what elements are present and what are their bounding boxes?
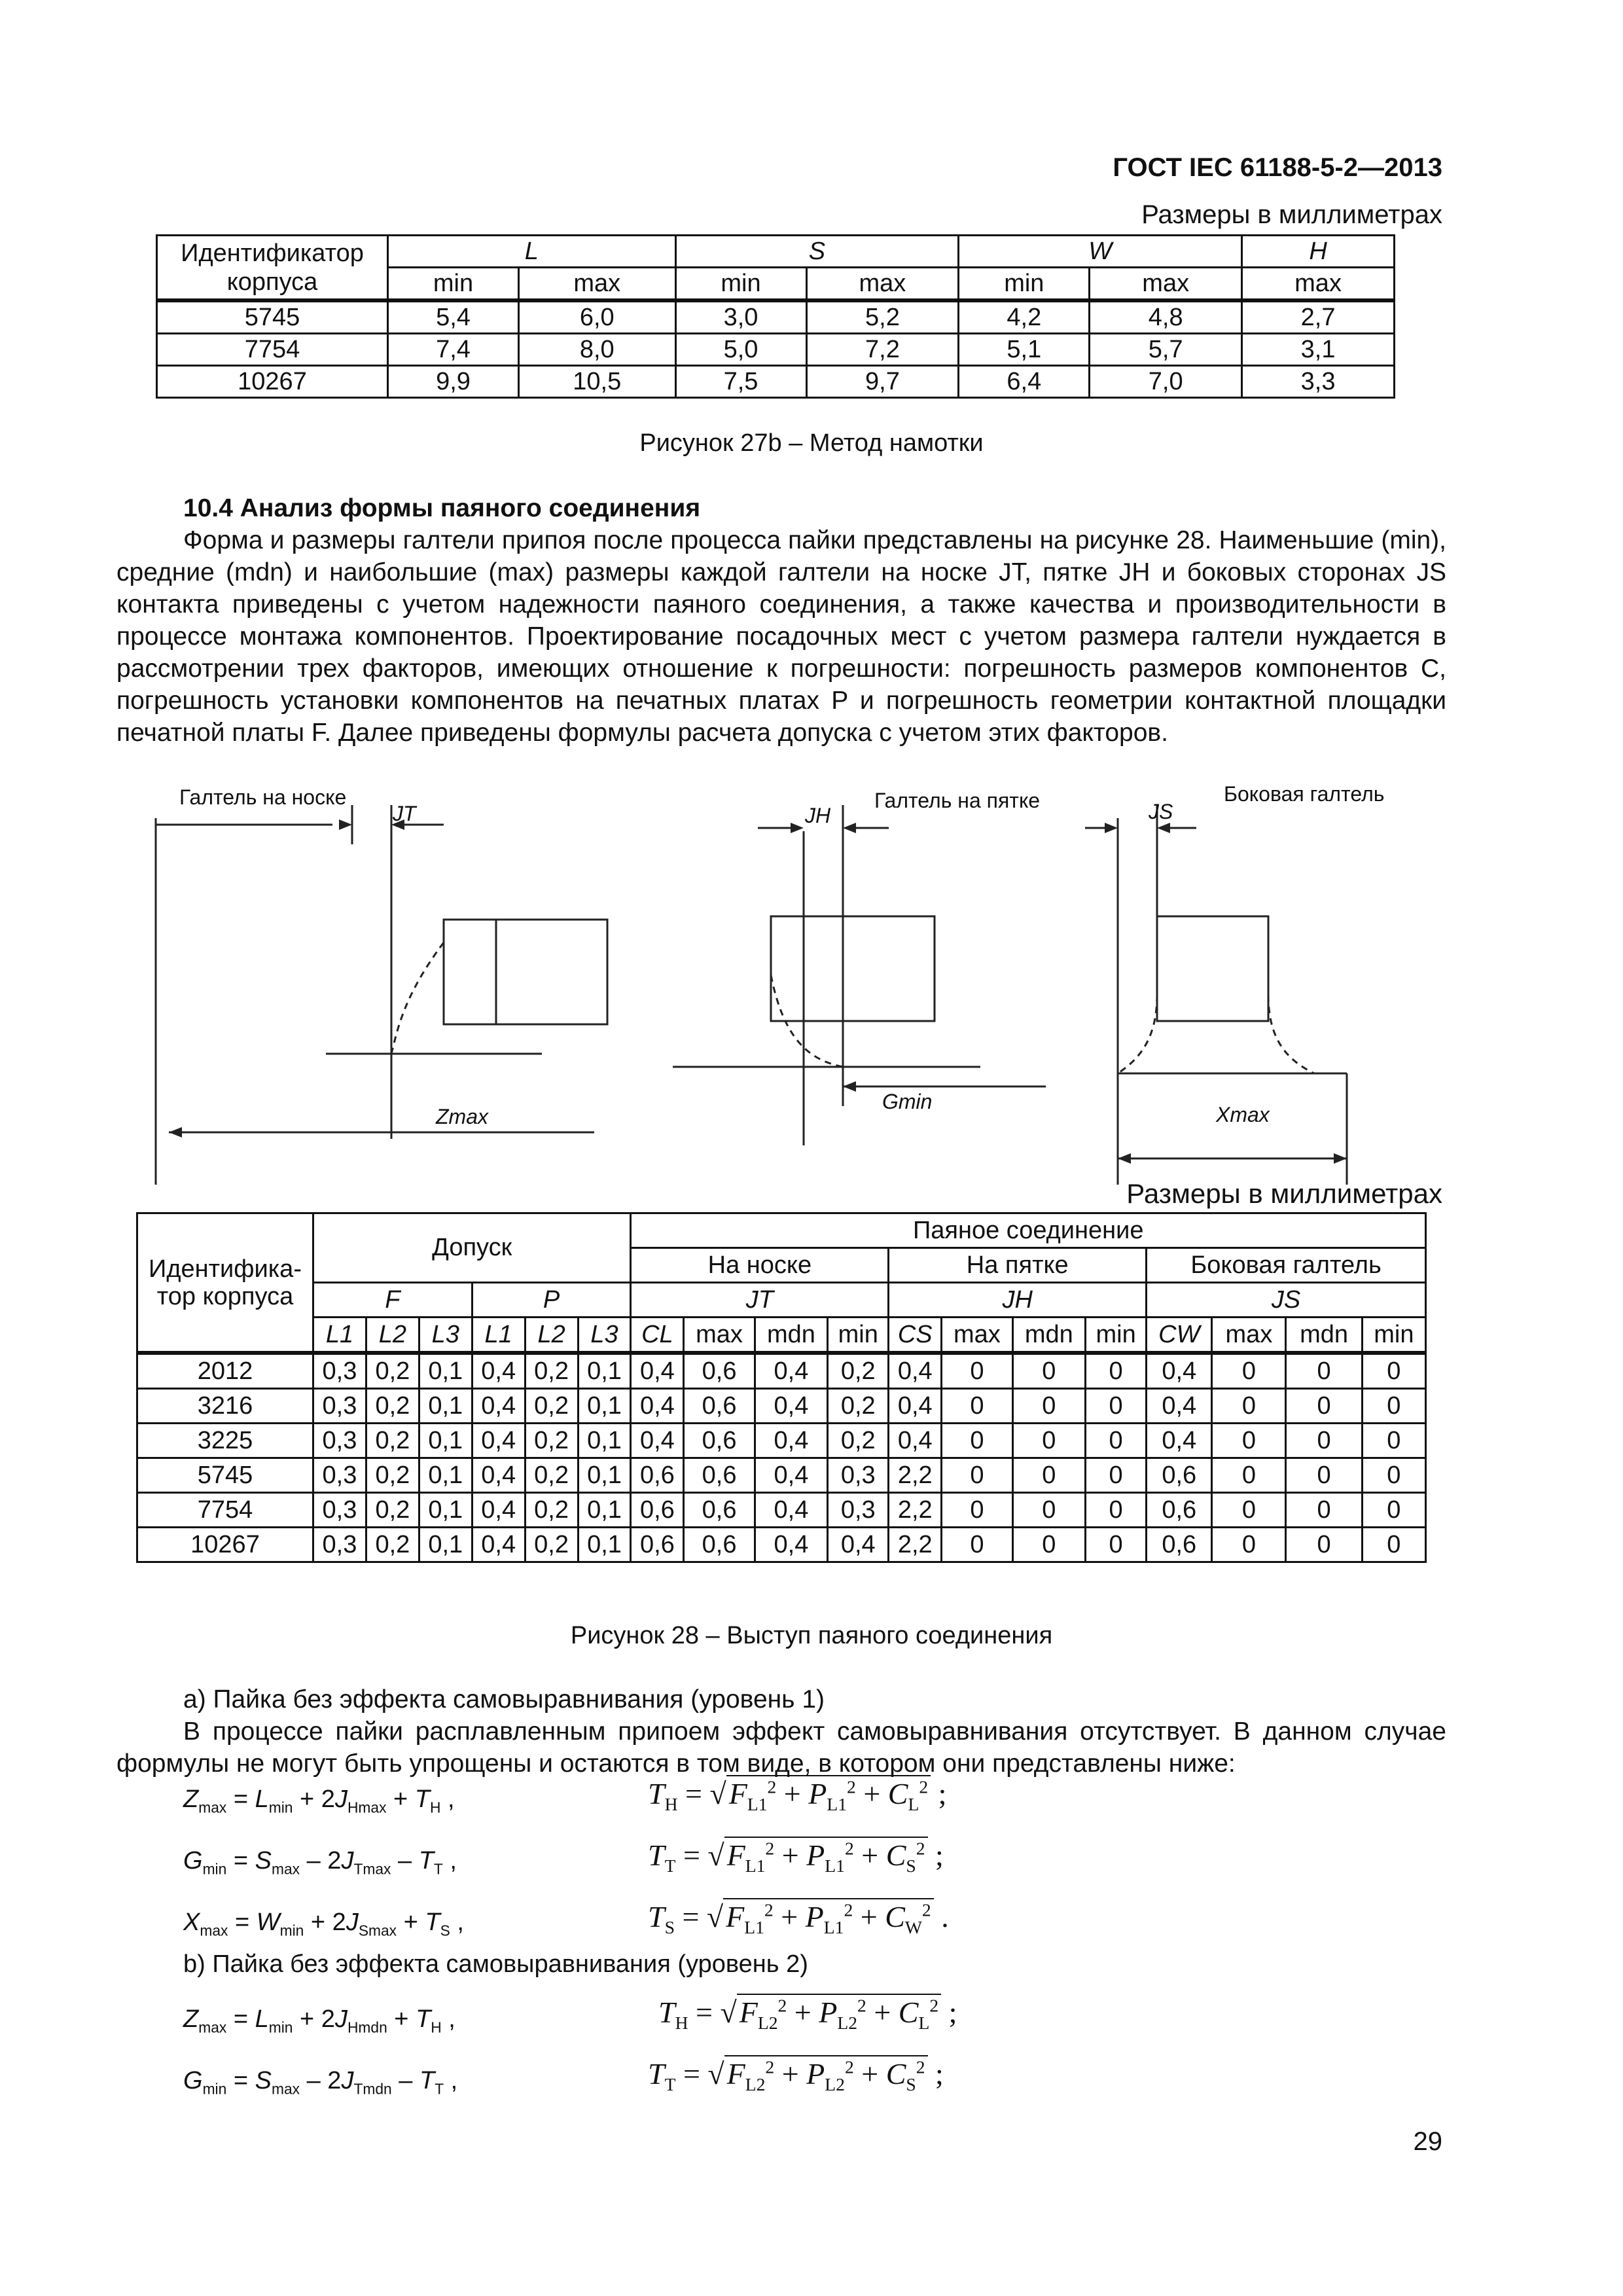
table2-cell: 0,1	[578, 1493, 631, 1528]
table2-cell: 0,3	[313, 1493, 366, 1528]
table2-cell: 0,2	[828, 1424, 889, 1458]
table2-cell: 0,3	[828, 1458, 889, 1493]
table2-cell: 0,4	[472, 1528, 525, 1562]
jh-header: JH	[889, 1283, 1147, 1318]
document-code: ГОСТ IEC 61188-5-2—2013	[1113, 153, 1442, 182]
table2-row	[137, 1458, 1426, 1493]
table2-cell: 0,2	[525, 1458, 578, 1493]
table2-cell: 0	[942, 1458, 1012, 1493]
table2-cell: 0,6	[684, 1389, 755, 1424]
table2-sub-header: mdn	[755, 1318, 827, 1354]
dimensions-table	[156, 234, 1395, 399]
formula-th-1: $T_H = √F_{L1}^2 + P_{L1}^2 + C_L^2$ ;	[648, 1775, 946, 1815]
table1-cell: 5,1	[959, 334, 1090, 366]
table2-sub-header: mdn	[1286, 1318, 1362, 1354]
formula-th-2: $T_H = √F_{L2}^2 + P_{L2}^2 + C_L^2$ ;	[658, 1994, 957, 2034]
table2-cell: 0,3	[313, 1458, 366, 1493]
table1-cell: 2,7	[1242, 300, 1395, 334]
table2-cell: 0,4	[755, 1528, 827, 1562]
table2-units: Размеры в миллиметрах	[1126, 1178, 1442, 1209]
table2-cell: 0,4	[755, 1493, 827, 1528]
table2-cell: 0	[1286, 1528, 1362, 1562]
joint-header: Паяное соединение	[631, 1213, 1426, 1248]
table2-cell: 0,4	[889, 1424, 942, 1458]
table1-cell: 9,9	[388, 366, 519, 398]
table2-row	[137, 1389, 1426, 1424]
level2-item: b) Пайка без эффекта самовыравнивания (уровень 2)	[183, 1950, 808, 1978]
table2-cell: 0	[1012, 1493, 1085, 1528]
table2-cell: 0,4	[631, 1424, 684, 1458]
table2-id-cell: 10267	[137, 1528, 313, 1562]
table1-cell: 6,0	[518, 300, 675, 334]
formula-gmin-1: $G_{min} = S_{max} - 2J_{Tmax} - T_T$ ,	[183, 1847, 457, 1878]
table2-cell: 0,2	[366, 1458, 419, 1493]
table2-cell: 0,2	[828, 1389, 889, 1424]
table2-sub-header: max	[684, 1318, 755, 1354]
formula-xmax-1: $X_{max} = W_{min} + 2J_{Smax} + T_S$ ,	[183, 1909, 464, 1939]
table1-cell: 7,0	[1090, 366, 1242, 398]
js-header: JS	[1147, 1283, 1426, 1318]
jt-label: JT	[393, 802, 416, 825]
section-heading: 10.4 Анализ формы паяного соединения	[183, 494, 701, 522]
table2-cell: 0	[1286, 1389, 1362, 1424]
table2-cell: 2,2	[889, 1458, 942, 1493]
table2-cell: 0	[942, 1493, 1012, 1528]
formula-zmax-1: $Z_{max} = L_{min} + 2J_{Hmax} + T_H$ ,	[183, 1785, 455, 1816]
table2-cell: 0,4	[472, 1493, 525, 1528]
figure-27b-caption: Рисунок 27b – Метод намотки	[639, 429, 984, 457]
table1-cell: 7,2	[806, 334, 959, 366]
table1-sub: min	[388, 268, 519, 301]
table1-sub: min	[675, 268, 806, 301]
table2-sub-header: L1	[313, 1318, 366, 1354]
table1-id-header: Идентификатор корпуса	[157, 236, 388, 301]
table2-cell: 0,4	[631, 1353, 684, 1389]
table2-cell: 0,1	[419, 1493, 472, 1528]
table1-row	[157, 300, 1395, 334]
table2-sub-header: CW	[1147, 1318, 1212, 1354]
table1-id-cell: 5745	[157, 300, 388, 334]
table2-row	[137, 1424, 1426, 1458]
table2-cell: 0	[942, 1424, 1012, 1458]
table2-cell: 0	[942, 1389, 1012, 1424]
table2-cell: 0,6	[684, 1493, 755, 1528]
table2-cell: 0,4	[889, 1353, 942, 1389]
f-header: F	[313, 1283, 473, 1318]
heel-header: На пятке	[889, 1248, 1147, 1283]
table2-cell: 0,1	[578, 1424, 631, 1458]
table2-sub-header: L1	[472, 1318, 525, 1354]
table2-sub-header: min	[1362, 1318, 1425, 1354]
table2-cell: 0	[1212, 1528, 1286, 1562]
table1-id-cell: 7754	[157, 334, 388, 366]
table1-units: Размеры в миллиметрах	[1141, 200, 1442, 229]
page-number: 29	[1413, 2127, 1442, 2156]
formula-zmax-2: $Z_{max} = L_{min} + 2J_{Hmdn} + T_H$ ,	[183, 2005, 455, 2036]
fillet-diagram	[116, 779, 1458, 1191]
table2-cell: 0	[942, 1528, 1012, 1562]
table2-row	[137, 1353, 1426, 1389]
table2-cell: 0	[1286, 1493, 1362, 1528]
table1-cell: 4,8	[1090, 300, 1242, 334]
formula-gmin-2: $G_{min} = S_{max} - 2J_{Tmdn} - T_T$ ,	[183, 2067, 458, 2098]
table2-row	[137, 1528, 1426, 1562]
table1-row	[157, 366, 1395, 398]
table2-cell: 0	[1012, 1353, 1085, 1389]
table2-cell: 0,4	[631, 1389, 684, 1424]
section-paragraph: Форма и размеры галтели припоя после процесса пайки представлены на рисунке 28. Наименьшие (min), средние (mdn) и наибольшие (max) размеры каждой галтели на носке JT, пятке JH и боковых сторонах JS контакта приведены с учетом надежности паяного соединения, а также качества и производительности в процессе монтажа компонентов. Проектирование посадочных мест с учетом размера галтели нуждается в рассмотрении трех факторов, имеющих отношение к погрешности: погрешность размеров компонентов C, погрешность установки компонентов на печатных платах P и погрешность геометрии контактной площадки печатной платы F. Далее приведены формулы расчета допуска с учетом этих факторов.	[116, 526, 1446, 747]
table2-cell: 0,4	[472, 1424, 525, 1458]
table2-id-cell: 2012	[137, 1353, 313, 1389]
table2-cell: 2,2	[889, 1493, 942, 1528]
table2-cell: 0,2	[525, 1389, 578, 1424]
gmin-label: Gmin	[882, 1090, 933, 1113]
side-fillet-label: Боковая галтель	[1224, 782, 1385, 806]
xmax-label: Xmax	[1216, 1103, 1270, 1126]
toe-fillet-label: Галтель на носке	[179, 785, 347, 809]
p-header: P	[472, 1283, 631, 1318]
table2-cell: 0	[1012, 1458, 1085, 1493]
table2-cell: 0,4	[755, 1353, 827, 1389]
section-block	[116, 492, 1446, 749]
table2-sub-header: CS	[889, 1318, 942, 1354]
table2-cell: 2,2	[889, 1528, 942, 1562]
table2-sub-header: L2	[525, 1318, 578, 1354]
table2-row	[137, 1493, 1426, 1528]
table2-cell: 0,1	[578, 1389, 631, 1424]
table2-cell: 0	[1212, 1389, 1286, 1424]
heel-fillet-label: Галтель на пятке	[874, 789, 1041, 812]
table1-group-s: S	[675, 236, 959, 268]
table2-cell: 0,2	[366, 1493, 419, 1528]
table1-sub: min	[959, 268, 1090, 301]
table2-cell: 0	[1362, 1389, 1425, 1424]
table2-cell: 0,3	[828, 1493, 889, 1528]
toe-header: На носке	[631, 1248, 889, 1283]
table2-cell: 0,2	[828, 1353, 889, 1389]
table2-cell: 0	[1362, 1458, 1425, 1493]
table1-cell: 9,7	[806, 366, 959, 398]
table1-cell: 3,3	[1242, 366, 1395, 398]
table1-id-cell: 10267	[157, 366, 388, 398]
table2-cell: 0,2	[525, 1353, 578, 1389]
table1-cell: 5,2	[806, 300, 959, 334]
formula-tt-2: $T_T = √F_{L2}^2 + P_{L2}^2 + C_S^2$ ;	[648, 2055, 944, 2095]
table2-cell: 0,1	[578, 1528, 631, 1562]
table2-cell: 0,6	[1147, 1528, 1212, 1562]
table1-cell: 5,4	[388, 300, 519, 334]
table2-cell: 0,6	[1147, 1493, 1212, 1528]
table2-id-cell: 3225	[137, 1424, 313, 1458]
table2-cell: 0,2	[366, 1528, 419, 1562]
level1-text: В процессе пайки расплавленным припоем эффект самовыравнивания отсутствует. В данном случае формулы не могут быть упрощены и остаются в том виде, в котором они представлены ниже:	[116, 1717, 1446, 1778]
table1-group-h: H	[1242, 236, 1395, 268]
table2-cell: 0	[1086, 1458, 1147, 1493]
table2-sub-header: CL	[631, 1318, 684, 1354]
level1-block	[116, 1683, 1446, 1780]
table2-id-cell: 7754	[137, 1493, 313, 1528]
table1-cell: 6,4	[959, 366, 1090, 398]
table2-cell: 0	[1286, 1458, 1362, 1493]
table2-cell: 0	[1286, 1424, 1362, 1458]
table2-cell: 0	[1362, 1353, 1425, 1389]
table2-cell: 0,4	[889, 1389, 942, 1424]
table2-id-cell: 3216	[137, 1389, 313, 1424]
table1-cell: 5,0	[675, 334, 806, 366]
table2-cell: 0,4	[472, 1389, 525, 1424]
table2-cell: 0,6	[631, 1528, 684, 1562]
jt-header: JT	[631, 1283, 889, 1318]
table1-cell: 10,5	[518, 366, 675, 398]
table2-cell: 0,2	[525, 1493, 578, 1528]
table1-cell: 3,0	[675, 300, 806, 334]
table2-cell: 0	[942, 1353, 1012, 1389]
table2-cell: 0,1	[578, 1458, 631, 1493]
table2-cell: 0,6	[684, 1528, 755, 1562]
table1-cell: 3,1	[1242, 334, 1395, 366]
table2-cell: 0,3	[313, 1389, 366, 1424]
table1-cell: 7,5	[675, 366, 806, 398]
table2-cell: 0,4	[1147, 1424, 1212, 1458]
table2-cell: 0,2	[366, 1424, 419, 1458]
table2-cell: 0	[1012, 1528, 1085, 1562]
table2-sub-header: L3	[578, 1318, 631, 1354]
table1-cell: 7,4	[388, 334, 519, 366]
table2-cell: 0	[1012, 1424, 1085, 1458]
table2-cell: 0	[1212, 1458, 1286, 1493]
table1-cell: 8,0	[518, 334, 675, 366]
table2-cell: 0,6	[631, 1458, 684, 1493]
table2-cell: 0,2	[525, 1528, 578, 1562]
table2-cell: 0	[1086, 1493, 1147, 1528]
table1-sub: max	[1090, 268, 1242, 301]
table2-id-cell: 5745	[137, 1458, 313, 1493]
table1-group-w: W	[959, 236, 1242, 268]
table2-cell: 0,2	[525, 1424, 578, 1458]
jh-label: JH	[805, 804, 831, 827]
table2-sub-header: L2	[366, 1318, 419, 1354]
table2-cell: 0,2	[366, 1353, 419, 1389]
js-label: JS	[1149, 800, 1173, 823]
table2-cell: 0,6	[631, 1493, 684, 1528]
table2-cell: 0,4	[755, 1424, 827, 1458]
table2-sub-header: max	[1212, 1318, 1286, 1354]
table2-sub-header: min	[1086, 1318, 1147, 1354]
table2-cell: 0,4	[828, 1528, 889, 1562]
table2-cell: 0	[1362, 1424, 1425, 1458]
table2-sub-header: L3	[419, 1318, 472, 1354]
table2-cell: 0,1	[419, 1424, 472, 1458]
table2-sub-header: max	[942, 1318, 1012, 1354]
table2-id-header: Идентифика-тор корпуса	[137, 1213, 313, 1354]
table2-cell: 0	[1086, 1528, 1147, 1562]
table2-cell: 0,6	[684, 1424, 755, 1458]
table1-row	[157, 334, 1395, 366]
table1-cell: 5,7	[1090, 334, 1242, 366]
formula-tt-1: $T_T = √F_{L1}^2 + P_{L1}^2 + C_S^2$ ;	[648, 1837, 944, 1876]
table2-cell: 0,1	[419, 1458, 472, 1493]
table2-cell: 0,4	[755, 1389, 827, 1424]
level1-item: a) Пайка без эффекта самовыравнивания (уровень 1)	[183, 1685, 825, 1713]
table2-cell: 0	[1212, 1493, 1286, 1528]
formula-ts-1: $T_S = √F_{L1}^2 + P_{L1}^2 + C_W^2$ .	[648, 1898, 949, 1938]
table2-cell: 0	[1086, 1353, 1147, 1389]
table2-cell: 0,4	[1147, 1353, 1212, 1389]
table2-cell: 0,4	[1147, 1389, 1212, 1424]
table2-cell: 0,2	[366, 1389, 419, 1424]
table1-sub: max	[1242, 268, 1395, 301]
zmax-label: Zmax	[436, 1105, 488, 1128]
table2-cell: 0	[1362, 1528, 1425, 1562]
table2-cell: 0,4	[472, 1458, 525, 1493]
table2-cell: 0,3	[313, 1353, 366, 1389]
table1-sub: max	[518, 268, 675, 301]
table2-sub-header: mdn	[1012, 1318, 1085, 1354]
table2-cell: 0,1	[578, 1353, 631, 1389]
table1-group-l: L	[388, 236, 676, 268]
table2-cell: 0	[1362, 1493, 1425, 1528]
table2-cell: 0,1	[419, 1353, 472, 1389]
table2-cell: 0,4	[472, 1353, 525, 1389]
table2-cell: 0,1	[419, 1528, 472, 1562]
table2-cell: 0,6	[684, 1353, 755, 1389]
table2-cell: 0,6	[684, 1458, 755, 1493]
table2-cell: 0,3	[313, 1424, 366, 1458]
table2-cell: 0	[1086, 1424, 1147, 1458]
side-header: Боковая галтель	[1147, 1248, 1426, 1283]
table2-cell: 0,3	[313, 1528, 366, 1562]
table2-sub-header: min	[828, 1318, 889, 1354]
table2-cell: 0,1	[419, 1389, 472, 1424]
table2-cell: 0	[1086, 1389, 1147, 1424]
table2-cell: 0	[1286, 1353, 1362, 1389]
table1-sub: max	[806, 268, 959, 301]
table2-cell: 0	[1212, 1353, 1286, 1389]
figure-28-caption: Рисунок 28 – Выступ паяного соединения	[570, 1622, 1053, 1649]
tolerance-header: Допуск	[313, 1213, 631, 1283]
table2-cell: 0,6	[1147, 1458, 1212, 1493]
table2-cell: 0	[1012, 1389, 1085, 1424]
table1-cell: 4,2	[959, 300, 1090, 334]
solder-joint-table	[136, 1212, 1427, 1563]
table2-cell: 0,4	[755, 1458, 827, 1493]
table2-cell: 0	[1212, 1424, 1286, 1458]
